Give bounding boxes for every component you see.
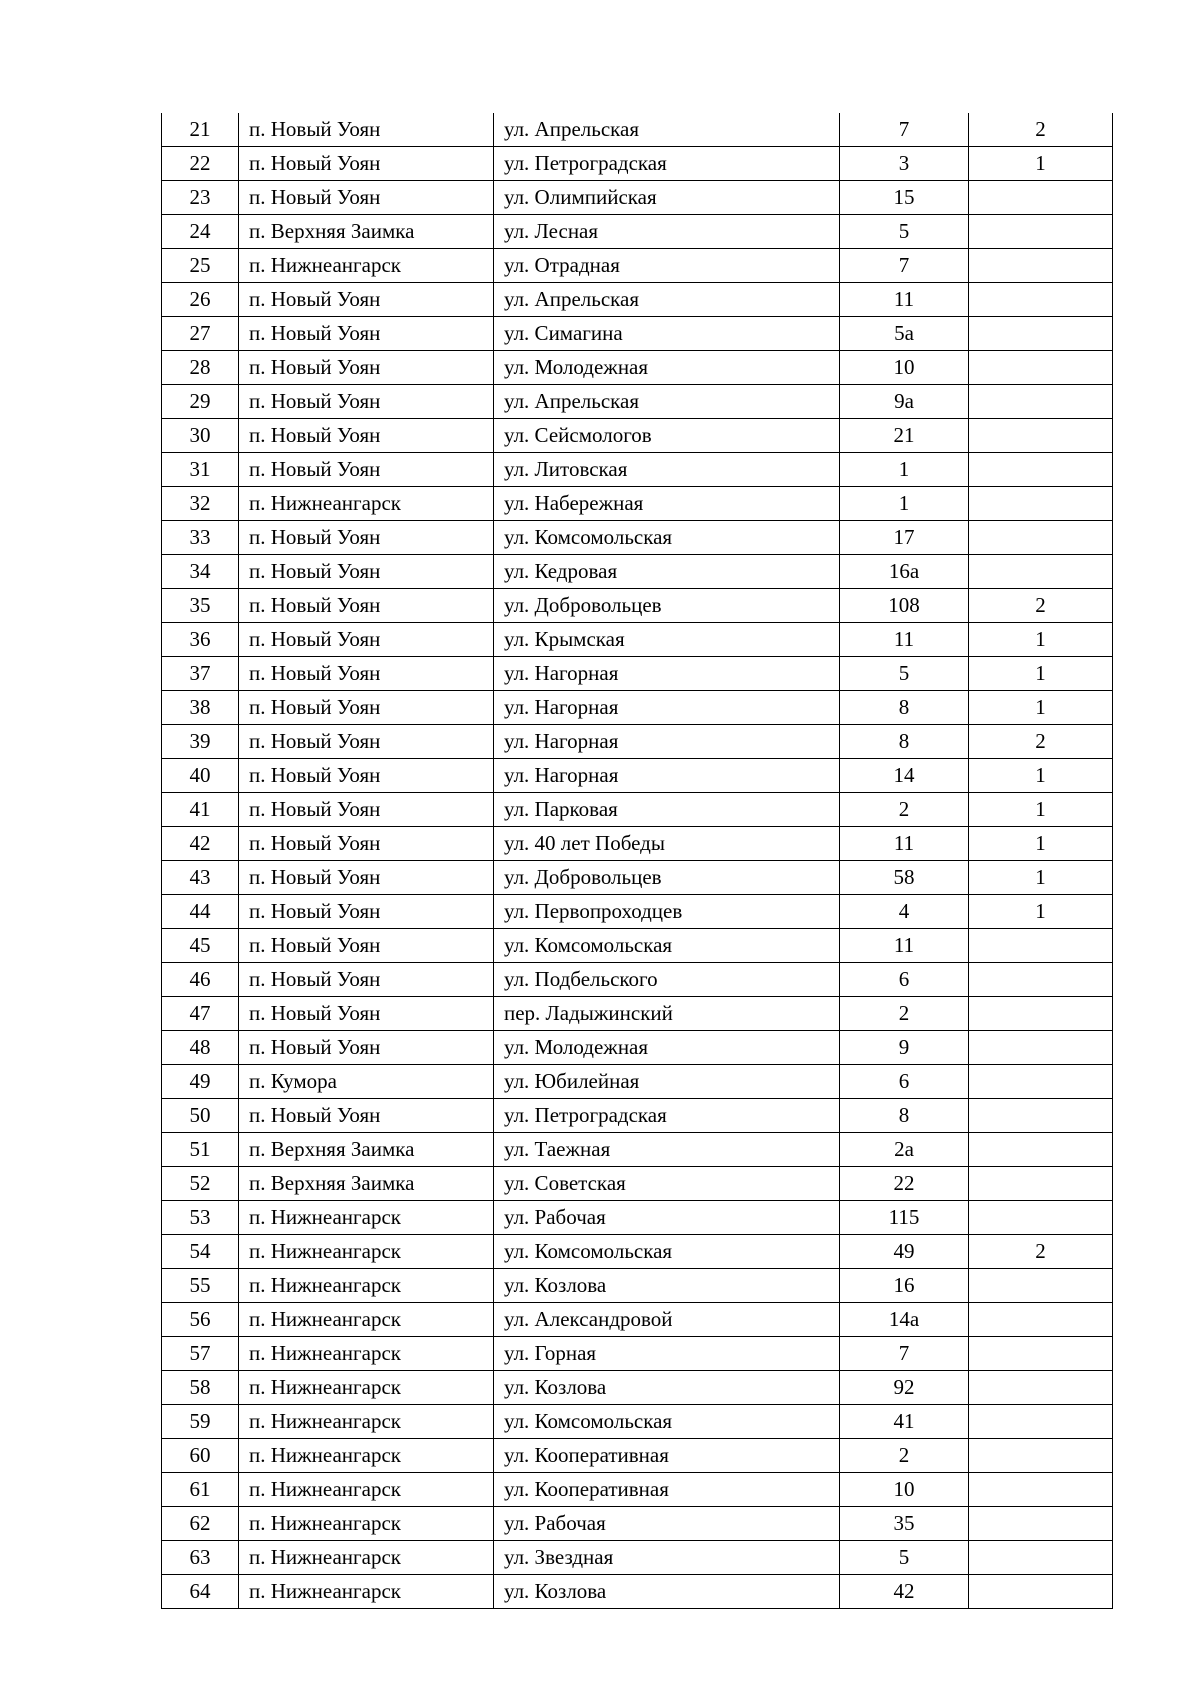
settlement-cell: п. Нижнеангарск [239,1405,494,1439]
table-row [162,1235,1113,1269]
street-cell: ул. Петроградская [494,147,840,181]
table-row [162,453,1113,487]
row-number-cell: 35 [162,589,239,623]
street-cell: ул. Добровольцев [494,589,840,623]
table-row [162,657,1113,691]
street-cell: ул. Крымская [494,623,840,657]
house-number-cell: 11 [840,929,969,963]
settlement-cell: п. Верхняя Заимка [239,1133,494,1167]
table-row [162,555,1113,589]
row-number-cell: 42 [162,827,239,861]
table-row [162,1541,1113,1575]
house-number-cell: 2 [840,997,969,1031]
flat-number-cell [969,1269,1113,1303]
table-row [162,1575,1113,1609]
settlement-cell: п. Новый Уоян [239,419,494,453]
street-cell: ул. Козлова [494,1575,840,1609]
table-row [162,1133,1113,1167]
table-row [162,351,1113,385]
table-row [162,419,1113,453]
flat-number-cell [969,555,1113,589]
row-number-cell: 60 [162,1439,239,1473]
house-number-cell: 22 [840,1167,969,1201]
street-cell: ул. Апрельская [494,113,840,147]
street-cell: ул. Кедровая [494,555,840,589]
street-cell: ул. Литовская [494,453,840,487]
row-number-cell: 61 [162,1473,239,1507]
flat-number-cell [969,453,1113,487]
table-row [162,1201,1113,1235]
settlement-cell: п. Кумора [239,1065,494,1099]
table-row [162,725,1113,759]
row-number-cell: 59 [162,1405,239,1439]
house-number-cell: 92 [840,1371,969,1405]
flat-number-cell [969,351,1113,385]
table-row [162,113,1113,147]
street-cell: ул. Александровой [494,1303,840,1337]
table-row [162,1099,1113,1133]
table-row [162,759,1113,793]
settlement-cell: п. Верхняя Заимка [239,215,494,249]
address-table-body [162,113,1113,1609]
street-cell: ул. Комсомольская [494,1405,840,1439]
street-cell: ул. Кооперативная [494,1439,840,1473]
row-number-cell: 29 [162,385,239,419]
row-number-cell: 22 [162,147,239,181]
street-cell: ул. Молодежная [494,351,840,385]
flat-number-cell [969,1439,1113,1473]
flat-number-cell [969,1201,1113,1235]
row-number-cell: 54 [162,1235,239,1269]
street-cell: ул. Добровольцев [494,861,840,895]
flat-number-cell: 1 [969,623,1113,657]
street-cell: ул. Козлова [494,1269,840,1303]
house-number-cell: 7 [840,249,969,283]
table-row [162,861,1113,895]
settlement-cell: п. Нижнеангарск [239,1575,494,1609]
table-row [162,589,1113,623]
table-row [162,1405,1113,1439]
row-number-cell: 46 [162,963,239,997]
street-cell: ул. Первопроходцев [494,895,840,929]
settlement-cell: п. Новый Уоян [239,589,494,623]
row-number-cell: 48 [162,1031,239,1065]
row-number-cell: 21 [162,113,239,147]
house-number-cell: 16а [840,555,969,589]
row-number-cell: 36 [162,623,239,657]
settlement-cell: п. Нижнеангарск [239,487,494,521]
house-number-cell: 10 [840,1473,969,1507]
street-cell: ул. Подбельского [494,963,840,997]
settlement-cell: п. Новый Уоян [239,521,494,555]
flat-number-cell [969,249,1113,283]
row-number-cell: 55 [162,1269,239,1303]
row-number-cell: 49 [162,1065,239,1099]
table-row [162,997,1113,1031]
house-number-cell: 15 [840,181,969,215]
street-cell: ул. Юбилейная [494,1065,840,1099]
row-number-cell: 50 [162,1099,239,1133]
row-number-cell: 26 [162,283,239,317]
flat-number-cell [969,997,1113,1031]
house-number-cell: 11 [840,623,969,657]
street-cell: ул. Олимпийская [494,181,840,215]
flat-number-cell [969,1031,1113,1065]
table-row [162,1473,1113,1507]
house-number-cell: 8 [840,1099,969,1133]
settlement-cell: п. Новый Уоян [239,963,494,997]
house-number-cell: 9 [840,1031,969,1065]
settlement-cell: п. Новый Уоян [239,793,494,827]
house-number-cell: 41 [840,1405,969,1439]
house-number-cell: 35 [840,1507,969,1541]
row-number-cell: 31 [162,453,239,487]
address-table [161,113,1113,1609]
flat-number-cell [969,1541,1113,1575]
settlement-cell: п. Новый Уоян [239,929,494,963]
flat-number-cell: 2 [969,1235,1113,1269]
row-number-cell: 37 [162,657,239,691]
settlement-cell: п. Новый Уоян [239,181,494,215]
street-cell: ул. Комсомольская [494,521,840,555]
flat-number-cell [969,1167,1113,1201]
row-number-cell: 41 [162,793,239,827]
street-cell: ул. Кооперативная [494,1473,840,1507]
table-row [162,895,1113,929]
row-number-cell: 23 [162,181,239,215]
house-number-cell: 5 [840,657,969,691]
house-number-cell: 3 [840,147,969,181]
flat-number-cell [969,215,1113,249]
street-cell: ул. Апрельская [494,385,840,419]
settlement-cell: п. Новый Уоян [239,657,494,691]
row-number-cell: 44 [162,895,239,929]
flat-number-cell [969,1371,1113,1405]
flat-number-cell [969,1065,1113,1099]
flat-number-cell [969,1575,1113,1609]
settlement-cell: п. Нижнеангарск [239,1337,494,1371]
table-row [162,1167,1113,1201]
street-cell: ул. Горная [494,1337,840,1371]
settlement-cell: п. Новый Уоян [239,861,494,895]
row-number-cell: 38 [162,691,239,725]
settlement-cell: п. Нижнеангарск [239,1507,494,1541]
flat-number-cell [969,929,1113,963]
settlement-cell: п. Нижнеангарск [239,1541,494,1575]
house-number-cell: 11 [840,283,969,317]
settlement-cell: п. Новый Уоян [239,623,494,657]
settlement-cell: п. Новый Уоян [239,1031,494,1065]
house-number-cell: 2 [840,1439,969,1473]
table-row [162,963,1113,997]
house-number-cell: 2а [840,1133,969,1167]
table-row [162,487,1113,521]
settlement-cell: п. Новый Уоян [239,351,494,385]
flat-number-cell: 1 [969,657,1113,691]
house-number-cell: 10 [840,351,969,385]
street-cell: ул. Нагорная [494,725,840,759]
row-number-cell: 53 [162,1201,239,1235]
table-row [162,827,1113,861]
flat-number-cell [969,1337,1113,1371]
table-row [162,215,1113,249]
house-number-cell: 42 [840,1575,969,1609]
house-number-cell: 49 [840,1235,969,1269]
house-number-cell: 1 [840,487,969,521]
flat-number-cell: 2 [969,113,1113,147]
house-number-cell: 7 [840,113,969,147]
settlement-cell: п. Нижнеангарск [239,1269,494,1303]
settlement-cell: п. Новый Уоян [239,317,494,351]
street-cell: ул. Петроградская [494,1099,840,1133]
house-number-cell: 5а [840,317,969,351]
settlement-cell: п. Новый Уоян [239,555,494,589]
house-number-cell: 14 [840,759,969,793]
house-number-cell: 8 [840,691,969,725]
flat-number-cell [969,521,1113,555]
settlement-cell: п. Новый Уоян [239,759,494,793]
flat-number-cell [969,283,1113,317]
flat-number-cell: 2 [969,725,1113,759]
street-cell: ул. Парковая [494,793,840,827]
settlement-cell: п. Новый Уоян [239,453,494,487]
flat-number-cell [969,1473,1113,1507]
house-number-cell: 16 [840,1269,969,1303]
row-number-cell: 51 [162,1133,239,1167]
flat-number-cell [969,1133,1113,1167]
flat-number-cell: 1 [969,895,1113,929]
street-cell: ул. Нагорная [494,691,840,725]
street-cell: ул. Нагорная [494,657,840,691]
flat-number-cell [969,385,1113,419]
flat-number-cell [969,1507,1113,1541]
settlement-cell: п. Новый Уоян [239,1099,494,1133]
flat-number-cell [969,317,1113,351]
house-number-cell: 21 [840,419,969,453]
table-row [162,691,1113,725]
table-row [162,317,1113,351]
row-number-cell: 28 [162,351,239,385]
settlement-cell: п. Нижнеангарск [239,1201,494,1235]
row-number-cell: 62 [162,1507,239,1541]
street-cell: ул. Сейсмологов [494,419,840,453]
house-number-cell: 9а [840,385,969,419]
house-number-cell: 7 [840,1337,969,1371]
house-number-cell: 4 [840,895,969,929]
street-cell: ул. Рабочая [494,1507,840,1541]
table-row [162,283,1113,317]
house-number-cell: 108 [840,589,969,623]
row-number-cell: 24 [162,215,239,249]
house-number-cell: 5 [840,1541,969,1575]
house-number-cell: 11 [840,827,969,861]
flat-number-cell [969,419,1113,453]
settlement-cell: п. Новый Уоян [239,385,494,419]
flat-number-cell: 1 [969,147,1113,181]
street-cell: ул. Отрадная [494,249,840,283]
settlement-cell: п. Новый Уоян [239,895,494,929]
house-number-cell: 115 [840,1201,969,1235]
flat-number-cell: 1 [969,759,1113,793]
house-number-cell: 6 [840,1065,969,1099]
house-number-cell: 2 [840,793,969,827]
flat-number-cell [969,487,1113,521]
flat-number-cell [969,1405,1113,1439]
street-cell: ул. Симагина [494,317,840,351]
street-cell: ул. Лесная [494,215,840,249]
row-number-cell: 58 [162,1371,239,1405]
settlement-cell: п. Новый Уоян [239,147,494,181]
flat-number-cell: 1 [969,691,1113,725]
row-number-cell: 47 [162,997,239,1031]
settlement-cell: п. Новый Уоян [239,725,494,759]
row-number-cell: 52 [162,1167,239,1201]
street-cell: ул. Козлова [494,1371,840,1405]
table-row [162,385,1113,419]
street-cell: пер. Ладыжинский [494,997,840,1031]
flat-number-cell: 2 [969,589,1113,623]
house-number-cell: 6 [840,963,969,997]
settlement-cell: п. Новый Уоян [239,997,494,1031]
street-cell: ул. Советская [494,1167,840,1201]
row-number-cell: 43 [162,861,239,895]
table-row [162,793,1113,827]
street-cell: ул. Набережная [494,487,840,521]
settlement-cell: п. Верхняя Заимка [239,1167,494,1201]
flat-number-cell [969,181,1113,215]
settlement-cell: п. Нижнеангарск [239,249,494,283]
row-number-cell: 34 [162,555,239,589]
settlement-cell: п. Нижнеангарск [239,1371,494,1405]
settlement-cell: п. Нижнеангарск [239,1439,494,1473]
table-row [162,249,1113,283]
row-number-cell: 40 [162,759,239,793]
settlement-cell: п. Новый Уоян [239,113,494,147]
row-number-cell: 30 [162,419,239,453]
table-row [162,1371,1113,1405]
flat-number-cell [969,1099,1113,1133]
row-number-cell: 32 [162,487,239,521]
table-row [162,521,1113,555]
street-cell: ул. Комсомольская [494,1235,840,1269]
table-row [162,929,1113,963]
house-number-cell: 14а [840,1303,969,1337]
flat-number-cell [969,963,1113,997]
street-cell: ул. 40 лет Победы [494,827,840,861]
table-row [162,1303,1113,1337]
house-number-cell: 17 [840,521,969,555]
settlement-cell: п. Нижнеангарск [239,1473,494,1507]
settlement-cell: п. Новый Уоян [239,283,494,317]
row-number-cell: 56 [162,1303,239,1337]
table-row [162,147,1113,181]
flat-number-cell: 1 [969,861,1113,895]
row-number-cell: 39 [162,725,239,759]
table-row [162,1337,1113,1371]
flat-number-cell: 1 [969,827,1113,861]
row-number-cell: 63 [162,1541,239,1575]
row-number-cell: 33 [162,521,239,555]
row-number-cell: 45 [162,929,239,963]
street-cell: ул. Нагорная [494,759,840,793]
street-cell: ул. Апрельская [494,283,840,317]
street-cell: ул. Звездная [494,1541,840,1575]
house-number-cell: 1 [840,453,969,487]
table-row [162,1269,1113,1303]
table-row [162,1507,1113,1541]
street-cell: ул. Комсомольская [494,929,840,963]
street-cell: ул. Молодежная [494,1031,840,1065]
table-row [162,181,1113,215]
street-cell: ул. Таежная [494,1133,840,1167]
house-number-cell: 8 [840,725,969,759]
table-row [162,623,1113,657]
row-number-cell: 25 [162,249,239,283]
flat-number-cell: 1 [969,793,1113,827]
row-number-cell: 57 [162,1337,239,1371]
table-row [162,1065,1113,1099]
flat-number-cell [969,1303,1113,1337]
house-number-cell: 5 [840,215,969,249]
street-cell: ул. Рабочая [494,1201,840,1235]
settlement-cell: п. Новый Уоян [239,827,494,861]
house-number-cell: 58 [840,861,969,895]
settlement-cell: п. Нижнеангарск [239,1303,494,1337]
table-row [162,1031,1113,1065]
settlement-cell: п. Новый Уоян [239,691,494,725]
table-row [162,1439,1113,1473]
settlement-cell: п. Нижнеангарск [239,1235,494,1269]
row-number-cell: 27 [162,317,239,351]
row-number-cell: 64 [162,1575,239,1609]
